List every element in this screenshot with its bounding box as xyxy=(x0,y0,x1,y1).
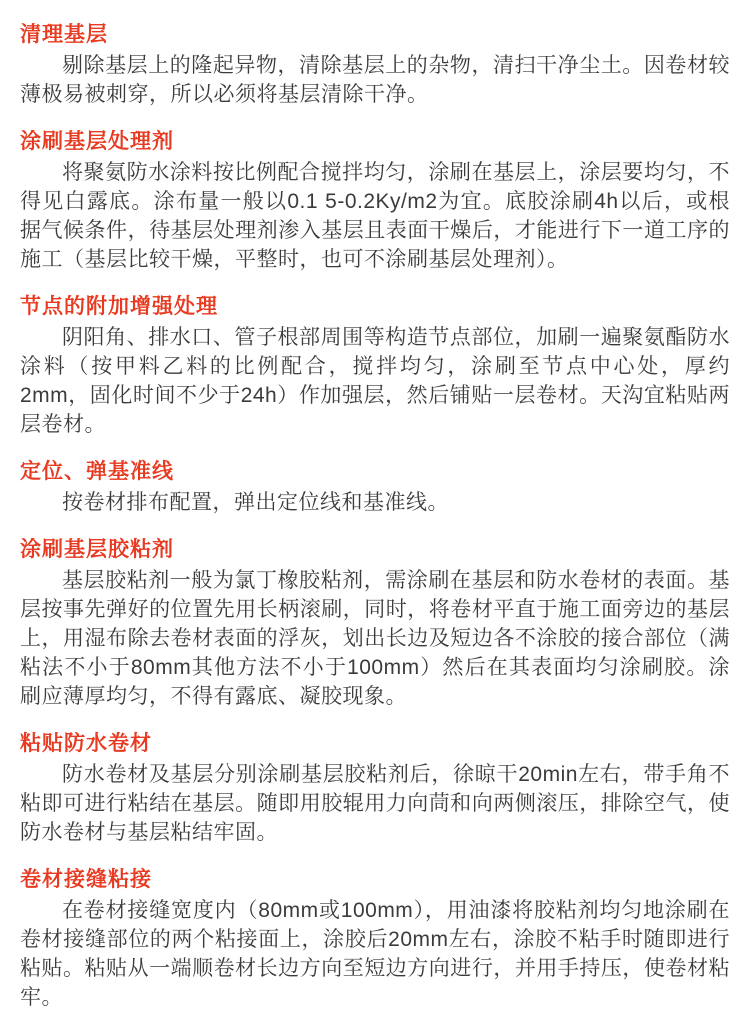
section-heading: 清理基层 xyxy=(20,23,108,46)
section-paragraph: 阴阳角、排水口、管子根部周围等构造节点部位，加刷一遍聚氨酯防水涂料（按甲料乙料的比例配合，搅拌均匀，涂刷至节点中心处，厚约2mm，固化时间不少于24h）作加强层，然后铺贴一层卷材。天沟宜粘贴两层卷材。 xyxy=(20,326,730,436)
section-node-reinforcement xyxy=(20,292,730,439)
section-base-adhesive xyxy=(20,535,730,711)
section-paste-membrane xyxy=(20,729,730,847)
section-heading: 粘贴防水卷材 xyxy=(20,732,152,755)
section-heading: 涂刷基层胶粘剂 xyxy=(20,538,174,561)
section-heading: 定位、弹基准线 xyxy=(20,460,174,483)
section-seam-bonding xyxy=(20,865,730,1012)
section-paragraph: 基层胶粘剂一般为氯丁橡胶粘剂，需涂刷在基层和防水卷材的表面。基层按事先弹好的位置先用长柄滚刷，同时，将卷材平直于施工面旁边的基层上，用湿布除去卷材表面的浮灰，划出长边及短边各不涂胶的接合部位（满粘法不小于80mm其他方法不小于100mm）然后在其表面均匀涂刷胶。涂刷应薄厚均匀，不得有露底、凝胶现象。 xyxy=(20,569,730,708)
section-paragraph: 防水卷材及基层分别涂刷基层胶粘剂后，徐晾干20min左右，带手角不粘即可进行粘结在基层。随即用胶辊用力向茼和向两侧滚压，排除空气，使防水卷材与基层粘结牢固。 xyxy=(20,763,730,844)
section-clean-base xyxy=(20,20,730,109)
section-paragraph: 将聚氨防水涂料按比例配合搅拌均匀，涂刷在基层上，涂层要均匀，不得见白露底。涂布量一般以0.1 5-0.2Ky/m2为宜。底胶涂刷4h以后，或根据气候条件，待基层处理剂渗入基层且表面干燥后，才能进行下一道工序的施工（基层比较干燥，平整时，也可不涂刷基层处理剂）。 xyxy=(20,161,730,271)
section-base-primer xyxy=(20,127,730,274)
section-heading: 卷材接缝粘接 xyxy=(20,868,152,891)
section-paragraph: 剔除基层上的隆起异物，清除基层上的杂物，清扫干净尘土。因卷材较薄极易被刺穿，所以必须将基层清除干净。 xyxy=(20,54,730,106)
section-heading: 涂刷基层处理剂 xyxy=(20,130,174,153)
section-paragraph: 按卷材排布配置，弹出定位线和基准线。 xyxy=(62,491,449,514)
section-positioning-lines xyxy=(20,457,730,517)
section-paragraph: 在卷材接缝宽度内（80mm或100mm），用油漆将胶粘剂均匀地涂刷在卷材接缝部位的两个粘接面上，涂胶后20mm左右，涂胶不粘手时随即进行粘贴。粘贴从一端顺卷材长边方向至短边方向进行，并用手持压，使卷材粘牢。 xyxy=(20,899,730,1009)
section-heading: 节点的附加增强处理 xyxy=(20,295,218,318)
